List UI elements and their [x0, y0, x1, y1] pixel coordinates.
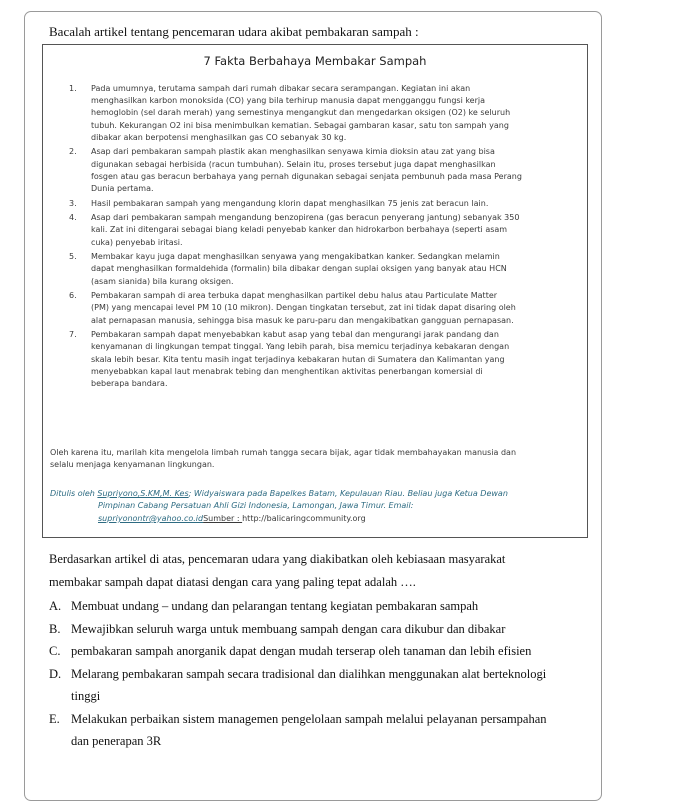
email-link[interactable]: supriyonontr@yahoo.co.id [98, 513, 204, 523]
fact-number: 5. [69, 252, 77, 262]
fact-line: skala lebih besar. Kita tentu masih ingat terjadinya kebakaran hutan di Sumatera dan Kalimantan yang [91, 354, 505, 364]
fact-line: Pembakaran sampah dapat menyebabkan kabut asap yang tebal dan mengurangi jarak pandang dan [91, 330, 499, 340]
fact-line: kali. Zat ini ditengarai sebagai biang keladi penyebab kanker dan hidrokarbon berbahaya (seperti asam [91, 225, 508, 235]
option-letter: C. [49, 644, 61, 658]
fact-list [67, 83, 579, 393]
intro-text: Bacalah artikel tentang pencemaran udara akibat pembakaran sampah : [49, 24, 419, 39]
fact-number: 3. [69, 198, 77, 208]
fact-item [67, 146, 579, 195]
option-letter: D. [49, 666, 62, 681]
fact-number: 1. [69, 84, 77, 93]
fact-line: digunakan sebagai herbisida (racun tumbuhan). Selain itu, proses tersebut juga dapat menghasilkan [91, 159, 496, 169]
conclusion-line: selalu menjaga kenyamanan lingkungan. [50, 460, 215, 470]
fact-line: beberapa bandara. [91, 379, 168, 389]
article-conclusion [50, 447, 580, 472]
fact-line: Dunia pertama. [91, 184, 154, 194]
answer-option-e[interactable] [49, 708, 589, 753]
sumber-url[interactable]: http://balicaringcommunity.org [242, 513, 366, 523]
answer-options [49, 595, 589, 753]
answer-option-d[interactable] [49, 663, 589, 708]
fact-item [67, 290, 579, 327]
fact-item [67, 83, 579, 144]
fact-number: 6. [69, 291, 77, 301]
article-credit [50, 488, 580, 525]
fact-line: hemoglobin (sel darah merah) yang semestinya mengangkut dan mengedarkan oksigen (O2) ke seluruh [91, 108, 511, 118]
option-text: Membuat undang – undang dan pelarangan tentang kegiatan pembakaran sampah [71, 599, 479, 613]
credit-line-3 [50, 513, 580, 525]
fact-line: cuka) penyebab iritasi. [91, 237, 183, 247]
option-text: tinggi [71, 689, 101, 703]
sumber-label: Sumber : [203, 513, 243, 523]
question-text [49, 548, 582, 593]
fact-line: Membakar kayu juga dapat menghasilkan senyawa yang mengakibatkan kanker. Sedangkan melamin [91, 252, 500, 262]
article-box [42, 44, 588, 538]
fact-line: (asam sianida) bila kurang oksigen. [91, 276, 234, 286]
fact-item [67, 212, 579, 249]
credit-prefix: Ditulis oleh [50, 489, 98, 498]
option-letter: A. [49, 599, 62, 613]
option-letter: B. [49, 621, 61, 636]
answer-option-a[interactable] [49, 595, 589, 618]
fact-line: Asap dari pembakaran sampah plastik akan menghasilkan senyawa kimia dioksin atau zat yang bisa [91, 147, 495, 157]
answer-option-c[interactable] [49, 640, 589, 663]
article-title: 7 Fakta Berbahaya Membakar Sampah [203, 54, 427, 68]
fact-line: Hasil pembakaran sampah yang mengandung klorin dapat menghasilkan 75 jenis zat beracun lain. [91, 198, 489, 208]
fact-line: Pada umumnya, terutama sampah dari rumah dibakar secara serampangan. Kegiatan ini akan [91, 84, 471, 93]
fact-item [67, 251, 579, 288]
fact-line: kenyamanan di lingkungan tempat tinggal. Yang lebih parah, bisa memicu terjadinya kebakaran dengan [91, 342, 510, 352]
credit-line-1 [50, 488, 580, 500]
fact-number: 2. [69, 147, 77, 157]
fact-line: fosgen atau gas beracun berbahaya yang pernah digunakan sebagai senjata pembunuh pada masa Perang [91, 171, 522, 181]
conclusion-line: Oleh karena itu, marilah kita mengelola limbah rumah tangga secara bijak, agar tidak membahayakan manusia dan [50, 448, 517, 457]
fact-line: (PM) yang mencapai level PM 10 (10 mikron). Dengan tingkatan tersebut, zat ini tidak dapat disaring oleh [91, 303, 516, 313]
fact-line: tubuh. Kekurangan O2 ini bisa menimbulkan kematian. Sebagai gambaran kasar, satu ton sampah yang [91, 120, 509, 130]
option-letter: E. [49, 711, 60, 726]
fact-item [67, 329, 579, 390]
fact-line: alat pernapasan manusia, sehingga bisa masuk ke paru-paru dan mengakibatkan gangguan pernapasan. [91, 315, 514, 325]
option-text: pembakaran sampah anorganik dapat dengan mudah terserap oleh tanaman dan lebih efisien [71, 644, 532, 658]
fact-line: Pembakaran sampah di area terbuka dapat menghasilkan partikel debu halus atau Particulate Matter [91, 291, 498, 301]
answer-option-b[interactable] [49, 618, 589, 641]
credit-line-2: Pimpinan Cabang Persatuan Ahli Gizi Indonesia, Lamongan, Jawa Timur. Email: [98, 501, 414, 511]
fact-line: menghasilkan karbon monoksida (CO) yang bila terhirup manusia dapat mengganggu fungsi kerja [91, 96, 486, 106]
option-text: Mewajibkan seluruh warga untuk membuang sampah dengan cara dikubur dan dibakar [71, 621, 506, 636]
fact-number: 7. [69, 330, 77, 340]
fact-line: menyebabkan kapal laut menabrak tebing dan menghentikan aktivitas penerbangan komersial di [91, 366, 483, 376]
fact-number: 4. [69, 213, 77, 223]
option-text: dan penerapan 3R [71, 734, 162, 748]
option-text: Melarang pembakaran sampah secara tradisional dan dialihkan menggunakan alat berteknologi [71, 666, 547, 681]
credit-line1-rest: ; Widyaiswara pada Bapelkes Batam, Kepulauan Riau. Beliau juga Ketua Dewan [188, 489, 508, 498]
author-link[interactable]: Supriyono,S.KM,M. Kes [97, 489, 189, 498]
question-line: membakar sampah dapat diatasi dengan cara yang paling tepat adalah …. [49, 574, 416, 589]
fact-line: dibakar akan berpotensi menghasilkan gas CO sebanyak 30 kg. [91, 132, 347, 142]
fact-item [67, 198, 579, 210]
fact-line: dapat menghasilkan formaldehida (formalin) bila dibakar dengan suplai oksigen yang banyak atau HCN [91, 264, 507, 274]
question-line: Berdasarkan artikel di atas, pencemaran udara yang diakibatkan oleh kebiasaan masyarakat [49, 552, 506, 566]
option-text: Melakukan perbaikan sistem managemen pengelolaan sampah melalui pelayanan persampahan [71, 711, 547, 726]
fact-line: Asap dari pembakaran sampah mengandung benzopirena (gas beracun penyerang jantung) sebanyak 350 [91, 213, 520, 223]
